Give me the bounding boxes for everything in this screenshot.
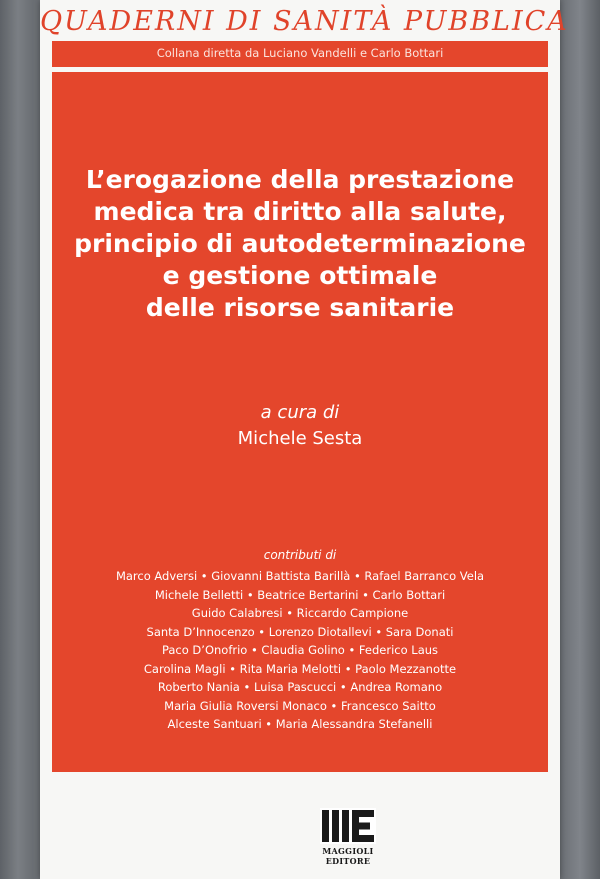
publisher-line: MAGGIOLI	[322, 846, 374, 856]
maggioli-logo-icon	[320, 808, 376, 844]
editor-label: a cura di	[260, 402, 340, 423]
book-cover	[40, 0, 569, 879]
title-line: principio di autodeterminazione	[74, 229, 526, 258]
contributors-line: Paco D’Onofrio • Claudia Golino • Federico Laus	[161, 643, 439, 657]
series-band	[52, 41, 548, 67]
title-line: delle risorse sanitarie	[145, 293, 455, 322]
cover-panel	[52, 72, 548, 772]
contributors-line: Michele Belletti • Beatrice Bertarini • Carlo Bottari	[154, 587, 446, 602]
contributors-list	[52, 567, 548, 734]
contributors-line: Maria Giulia Roversi Monaco • Francesco Saitto	[164, 698, 436, 713]
editor-name: Michele Sesta	[237, 428, 363, 449]
publisher-logo	[316, 808, 380, 870]
series-editors: Collana diretta da Luciano Vandelli e Carlo Bottari	[156, 46, 444, 60]
contributors-line: Marco Adversi • Giovanni Battista Barillà • Rafael Barranco Vela	[115, 569, 485, 583]
title-line: e gestione ottimale	[162, 261, 438, 290]
contributors-line: Santa D’Innocenzo • Lorenzo Diotallevi • Sara Donati	[146, 624, 454, 639]
title-line: L’erogazione della prestazione	[85, 165, 515, 194]
contributors-line: Roberto Nania • Luisa Pascucci • Andrea Romano	[157, 680, 443, 694]
publisher-line: EDITORE	[325, 856, 371, 866]
contributors-line: Alceste Santuari • Maria Alessandra Stefanelli	[167, 717, 433, 731]
contributors-label: contributi di	[263, 548, 337, 562]
publisher-name	[316, 846, 380, 866]
contributors-line: Carolina Magli • Rita Maria Melotti • Paolo Mezzanotte	[143, 661, 457, 676]
book-title	[52, 164, 548, 324]
title-line: medica tra diritto alla salute,	[93, 197, 507, 226]
contributors-line: Guido Calabresi • Riccardo Campione	[191, 606, 409, 620]
series-title: QUADERNI DI SANITÀ PUBBLICA	[40, 6, 569, 37]
